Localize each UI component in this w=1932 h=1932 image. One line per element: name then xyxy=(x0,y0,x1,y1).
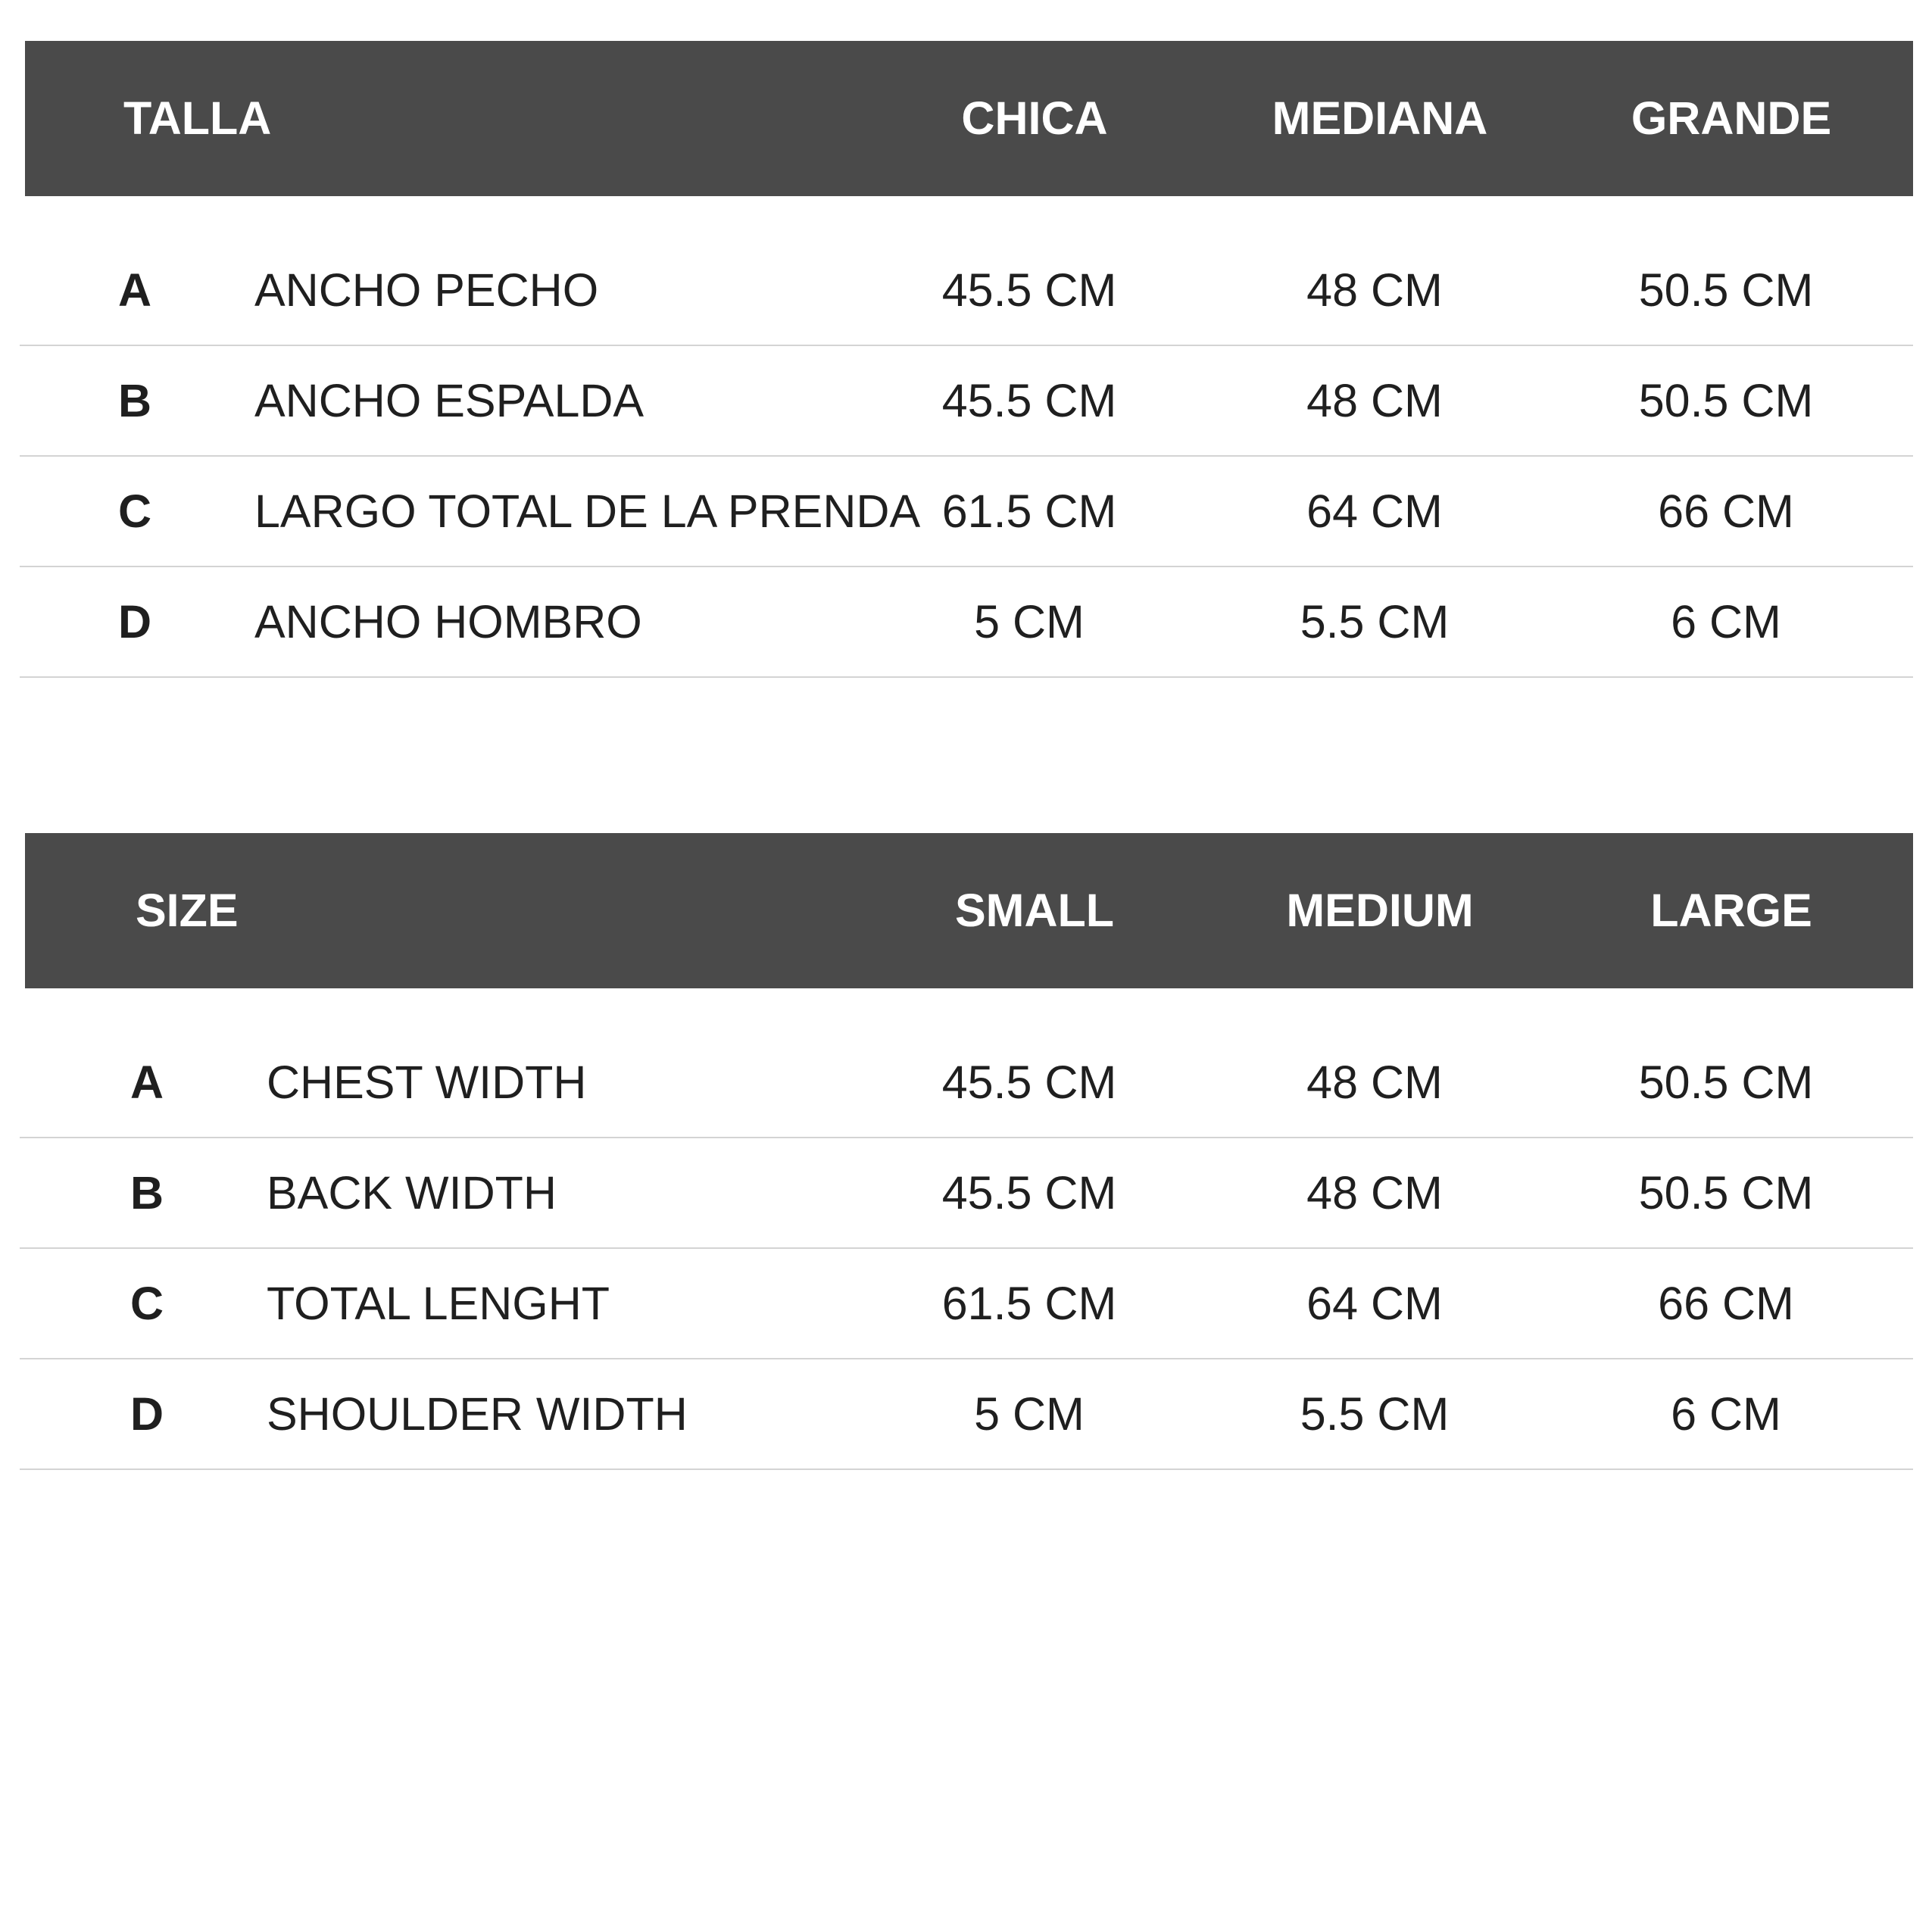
table-row xyxy=(20,1359,1913,1470)
table-header xyxy=(25,833,1913,988)
row-measure-name: BACK WIDTH xyxy=(267,1167,557,1219)
row-letter: C xyxy=(130,1278,164,1329)
value-medium: 5.5 CM xyxy=(1300,596,1450,648)
value-large: 50.5 CM xyxy=(1638,375,1814,426)
row-letter: D xyxy=(130,1388,164,1440)
header-large: LARGE xyxy=(1650,885,1812,936)
table-row xyxy=(20,1138,1913,1249)
header-size: SIZE xyxy=(136,885,239,936)
size-table-spanish xyxy=(20,41,1913,678)
table-body xyxy=(20,236,1913,678)
row-measure-name: LARGO TOTAL DE LA PRENDA xyxy=(254,485,921,537)
header-size: TALLA xyxy=(123,92,272,144)
value-large: 66 CM xyxy=(1658,1278,1794,1329)
row-letter: C xyxy=(118,485,152,537)
value-medium: 64 CM xyxy=(1306,1278,1443,1329)
value-small: 45.5 CM xyxy=(941,375,1117,426)
row-measure-name: CHEST WIDTH xyxy=(267,1057,587,1108)
value-small: 61.5 CM xyxy=(941,1278,1117,1329)
row-measure-name: ANCHO HOMBRO xyxy=(254,596,642,648)
value-medium: 5.5 CM xyxy=(1300,1388,1450,1440)
value-small: 45.5 CM xyxy=(941,264,1117,316)
value-large: 50.5 CM xyxy=(1638,1167,1814,1219)
value-large: 6 CM xyxy=(1671,1388,1781,1440)
value-large: 50.5 CM xyxy=(1638,264,1814,316)
header-small: SMALL xyxy=(954,885,1115,936)
table-body xyxy=(20,1028,1913,1470)
value-large: 6 CM xyxy=(1671,596,1781,648)
value-small: 5 CM xyxy=(974,596,1085,648)
header-medium: MEDIUM xyxy=(1286,885,1474,936)
row-letter: D xyxy=(118,596,152,648)
row-letter: B xyxy=(118,375,152,426)
table-row xyxy=(20,346,1913,457)
size-table-english xyxy=(20,833,1913,1470)
row-measure-name: SHOULDER WIDTH xyxy=(267,1388,688,1440)
value-small: 61.5 CM xyxy=(941,485,1117,537)
value-large: 66 CM xyxy=(1658,485,1794,537)
table-row xyxy=(20,1028,1913,1138)
table-row xyxy=(20,457,1913,567)
table-row xyxy=(20,567,1913,678)
table-row xyxy=(20,236,1913,346)
header-large: GRANDE xyxy=(1631,92,1832,144)
value-small: 45.5 CM xyxy=(941,1057,1117,1108)
row-letter: A xyxy=(118,264,152,316)
row-measure-name: TOTAL LENGHT xyxy=(267,1278,610,1329)
value-medium: 48 CM xyxy=(1306,264,1443,316)
value-medium: 64 CM xyxy=(1306,485,1443,537)
row-measure-name: ANCHO PECHO xyxy=(254,264,599,316)
header-medium: MEDIANA xyxy=(1272,92,1488,144)
value-medium: 48 CM xyxy=(1306,1057,1443,1108)
row-measure-name: ANCHO ESPALDA xyxy=(254,375,645,426)
row-letter: B xyxy=(130,1167,164,1219)
row-letter: A xyxy=(130,1057,164,1108)
value-medium: 48 CM xyxy=(1306,1167,1443,1219)
table-row xyxy=(20,1249,1913,1359)
value-large: 50.5 CM xyxy=(1638,1057,1814,1108)
value-small: 5 CM xyxy=(974,1388,1085,1440)
value-medium: 48 CM xyxy=(1306,375,1443,426)
value-small: 45.5 CM xyxy=(941,1167,1117,1219)
table-header xyxy=(25,41,1913,196)
header-small: CHICA xyxy=(961,92,1108,144)
